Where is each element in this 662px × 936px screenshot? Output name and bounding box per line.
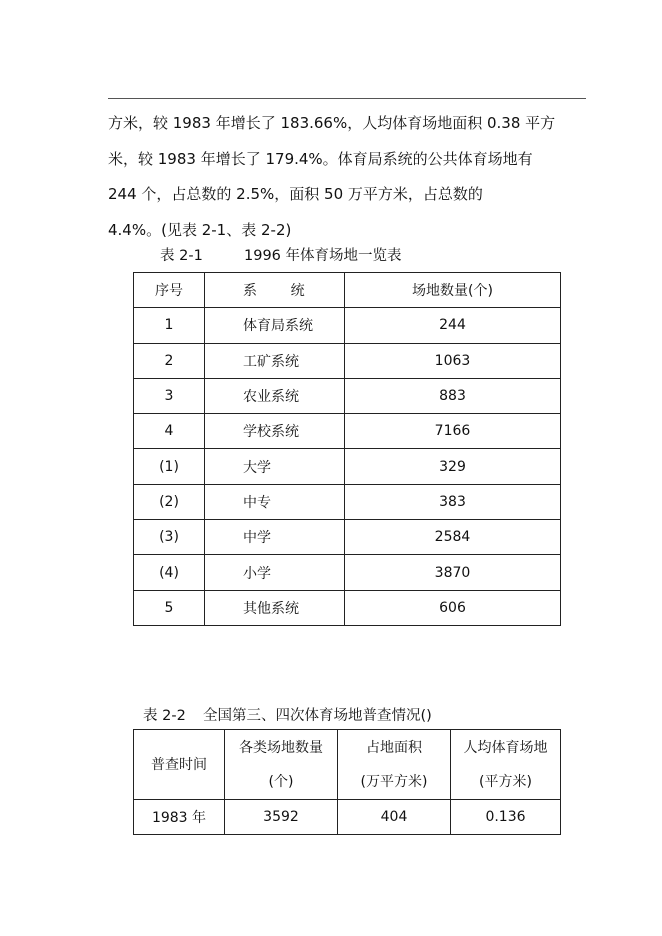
table1-header-count: 场地数量(个) (345, 273, 561, 308)
header-line: (万平方米) (360, 773, 428, 790)
table1-header-index: 序号 (134, 273, 205, 308)
row-index: 4 (134, 414, 205, 449)
row-count: 883 (345, 378, 561, 413)
table-row (134, 555, 561, 590)
row-area: 404 (338, 800, 451, 835)
paragraph-line: 244 个，占总数的 2.5%，面积 50 万平方米，占总数的 (108, 185, 483, 204)
header-line: (个) (268, 773, 294, 790)
table-row (134, 378, 561, 413)
row-system: 工矿系统 (205, 343, 345, 378)
row-count: 2584 (345, 520, 561, 555)
header-rule (108, 98, 586, 99)
row-system: 学校系统 (205, 414, 345, 449)
table2-caption (143, 704, 432, 725)
table2-caption-title: 全国第三、四次体育场地普查情况() (203, 708, 432, 724)
row-count: 3592 (225, 800, 338, 835)
row-system: 中学 (205, 520, 345, 555)
row-system: 中专 (205, 484, 345, 519)
table2-caption-number: 表 2-2 (143, 708, 186, 724)
header-line: (平方米) (479, 773, 532, 790)
table1-caption-title: 1996 年体育场地一览表 (244, 248, 402, 264)
table1-header-system-label: 系统 (243, 283, 339, 300)
header-line: 占地面积 (366, 739, 422, 756)
row-year: 1983 年 (134, 800, 225, 835)
row-index: 3 (134, 378, 205, 413)
row-count: 1063 (345, 343, 561, 378)
row-index: 2 (134, 343, 205, 378)
header-line: 各类场地数量 (239, 739, 323, 756)
row-index: 5 (134, 590, 205, 625)
table-row (134, 414, 561, 449)
table1-header-row (134, 273, 561, 308)
row-count: 383 (345, 484, 561, 519)
row-index: (4) (134, 555, 205, 590)
row-count: 329 (345, 449, 561, 484)
table1-caption (160, 244, 402, 265)
table-row (134, 484, 561, 519)
table-row (134, 590, 561, 625)
table-row (134, 800, 561, 835)
table2-header-survey-time: 普查时间 (134, 730, 225, 800)
table2-header-per-capita (451, 730, 561, 800)
row-count: 3870 (345, 555, 561, 590)
row-count: 244 (345, 308, 561, 343)
row-system: 其他系统 (205, 590, 345, 625)
row-system: 小学 (205, 555, 345, 590)
paragraph-line: 米，较 1983 年增长了 179.4%。体育局系统的公共体育场地有 (108, 149, 533, 168)
table2-header-row (134, 730, 561, 800)
table2 (133, 729, 561, 835)
row-index: 1 (134, 308, 205, 343)
table-row (134, 343, 561, 378)
row-count: 7166 (345, 414, 561, 449)
table1-caption-number: 表 2-1 (160, 248, 203, 264)
paragraph-line: 方米，较 1983 年增长了 183.66%，人均体育场地面积 0.38 平方 (108, 114, 556, 132)
table2-header-area (338, 730, 451, 800)
row-per-capita: 0.136 (451, 800, 561, 835)
header-line: 人均体育场地 (463, 739, 548, 756)
body-paragraph (108, 106, 588, 248)
row-system: 大学 (205, 449, 345, 484)
row-system: 体育局系统 (205, 308, 345, 343)
row-index: (3) (134, 520, 205, 555)
table1-header-system (205, 273, 345, 308)
table2-header-count (225, 730, 338, 800)
table-row (134, 308, 561, 343)
table1 (133, 272, 561, 626)
paragraph-line: 4.4%。(见表 2-1、表 2-2) (108, 220, 292, 239)
table-row (134, 449, 561, 484)
table-row (134, 520, 561, 555)
row-system: 农业系统 (205, 378, 345, 413)
row-index: (2) (134, 484, 205, 519)
row-index: (1) (134, 449, 205, 484)
row-count: 606 (345, 590, 561, 625)
